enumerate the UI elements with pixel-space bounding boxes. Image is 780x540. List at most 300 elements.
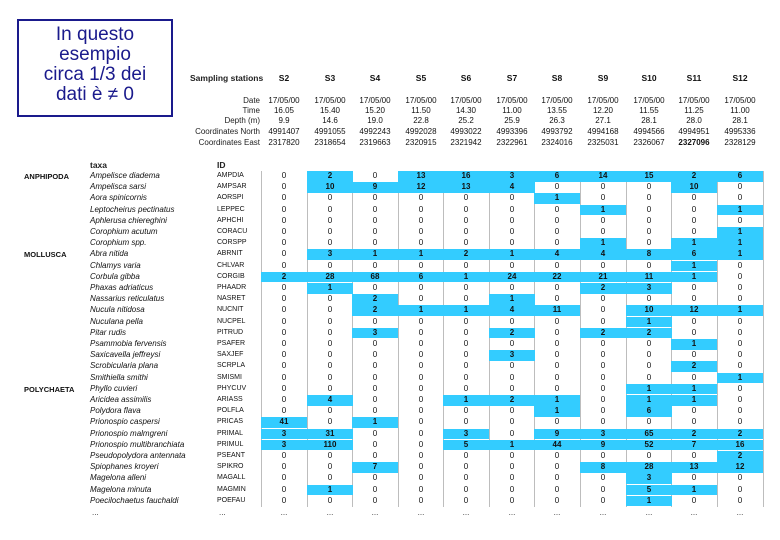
abundance-cell: 0	[372, 260, 378, 270]
abundance-cell: 0	[691, 283, 697, 292]
abundance-cell: 1	[307, 283, 353, 294]
abundance-cell: 12	[671, 305, 717, 316]
taxon-id: PRICAS	[217, 418, 244, 426]
abundance-cell: 9	[580, 440, 626, 451]
taxon-id: CORSPP	[217, 239, 247, 247]
abundance-cell: 0	[281, 283, 287, 292]
taxon-id: CORACU	[217, 228, 248, 235]
abundance-cell: 0	[463, 339, 469, 348]
abundance-cell: 0	[600, 227, 606, 236]
abundance-cell: 1	[534, 395, 580, 406]
abundance-cell: 0	[737, 339, 743, 348]
abundance-cell: 0	[691, 350, 697, 360]
abundance-cell: 0	[509, 383, 515, 393]
annotation-line: dati è ≠ 0	[55, 84, 135, 105]
abundance-cell: 2	[580, 283, 626, 294]
abundance-cell: 0	[600, 316, 606, 326]
abundance-cell: 2	[717, 451, 763, 462]
abundance-cell: 13	[443, 182, 489, 193]
abundance-cell: 0	[418, 451, 424, 460]
abundance-cell: 3	[489, 350, 535, 361]
abundance-cell: 65	[626, 429, 672, 440]
abundance-cell: 2	[352, 305, 398, 316]
abundance-cell: 0	[600, 484, 606, 494]
taxon-name: Leptocheirus pectinatus	[90, 204, 175, 214]
annotation-line: circa 1/3 dei	[43, 64, 147, 85]
taxon-id: NUCPEL	[217, 317, 246, 325]
abundance-cell: 1	[671, 339, 717, 350]
taxon-name: Smithiella smithi	[90, 372, 148, 382]
abundance-cell: 0	[281, 260, 287, 270]
abundance-cell: 0	[418, 204, 424, 214]
abundance-cell: 0	[463, 462, 469, 472]
abundance-cell: 0	[509, 473, 515, 483]
header-value: 17/05/00	[587, 96, 619, 105]
abundance-cell: 0	[327, 383, 333, 393]
abundance-cell: 0	[327, 215, 333, 225]
abundance-cell: 1	[717, 205, 763, 216]
abundance-cell: 0	[737, 495, 743, 505]
abundance-cell: 0	[327, 316, 333, 326]
abundance-cell: 1	[307, 485, 353, 496]
abundance-cell: 1	[580, 205, 626, 216]
station-name: S11	[686, 73, 702, 83]
abundance-cell: 31	[307, 429, 353, 440]
abundance-cell: 0	[737, 294, 743, 304]
station-name: S3	[324, 73, 336, 83]
abundance-cell: 0	[281, 182, 287, 192]
abundance-cell: 0	[691, 316, 697, 326]
abundance-cell: 0	[554, 283, 560, 292]
abundance-cell: 0	[372, 283, 378, 292]
abundance-cell: 21	[580, 272, 626, 283]
abundance-cell: 0	[646, 238, 652, 248]
abundance-cell: 0	[463, 327, 469, 337]
abundance-cell: 0	[646, 372, 652, 382]
header-value: 4991407	[268, 127, 300, 136]
abundance-cell: 0	[737, 383, 743, 393]
abundance-cell: 1	[671, 395, 717, 406]
taxon-group-label: POLYCHAETA	[24, 384, 75, 394]
taxon-id: NUCNIT	[217, 306, 244, 314]
abundance-cell: 0	[281, 316, 287, 326]
abundance-cell: 6	[626, 406, 672, 417]
abundance-cell: 0	[509, 227, 515, 236]
abundance-cell: 0	[418, 417, 424, 427]
abundance-cell: 0	[646, 215, 652, 225]
abundance-cell: 0	[327, 462, 333, 472]
header-value: 13.55	[546, 106, 568, 115]
abundance-cell: 0	[418, 339, 424, 348]
abundance-cell: 3	[580, 429, 626, 440]
abundance-cell: 12	[398, 182, 444, 193]
taxon-name: Ampelisce diadema	[90, 171, 160, 180]
abundance-cell: 0	[737, 316, 743, 326]
abundance-cell: 0	[418, 215, 424, 225]
abundance-cell: 0	[327, 204, 333, 214]
header-value: 28.1	[732, 116, 748, 125]
abundance-cell: 0	[463, 227, 469, 236]
taxon-id: AMPDIA	[217, 172, 244, 179]
abundance-cell: 0	[600, 451, 606, 460]
taxon-name: Corophium spp.	[90, 238, 147, 248]
header-value: 11.00	[730, 106, 750, 115]
taxon-id: AMPSAR	[217, 183, 247, 191]
ellipsis-cell: ...	[690, 508, 698, 517]
header-row-label: Coordinates East	[198, 138, 260, 147]
taxon-name: Prionospio multibranchiata	[90, 439, 185, 449]
abundance-cell: 0	[327, 327, 333, 337]
abundance-cell: 0	[372, 193, 378, 203]
abundance-cell: 0	[418, 395, 424, 404]
abundance-cell: 0	[463, 495, 469, 505]
taxon-name: Pseudopolydora antennata	[90, 451, 186, 460]
abundance-cell: 0	[600, 473, 606, 483]
abundance-cell: 0	[372, 171, 378, 180]
station-name: S10	[641, 73, 657, 83]
abundance-cell: 0	[554, 339, 560, 348]
abundance-cell: 0	[418, 294, 424, 304]
station-name: S9	[597, 73, 609, 83]
abundance-cell: 1	[717, 249, 763, 260]
abundance-cell: 1	[352, 249, 398, 260]
column-divider	[763, 171, 764, 507]
taxon-id: APHCHI	[217, 216, 244, 224]
station-name: S7	[506, 73, 518, 83]
abundance-cell: 2	[489, 328, 535, 339]
abundance-cell: 0	[554, 327, 560, 337]
taxon-name: Spiophanes kroyeri	[90, 462, 159, 472]
ellipsis-cell: ...	[462, 508, 470, 517]
abundance-cell: 0	[646, 417, 652, 427]
taxon-id: POEFAU	[217, 496, 246, 504]
abundance-cell: 0	[600, 260, 606, 270]
ellipsis-taxa: ...	[92, 508, 99, 517]
abundance-cell: 0	[281, 451, 287, 460]
abundance-cell: 0	[554, 227, 560, 236]
abundance-cell: 0	[372, 439, 378, 449]
abundance-cell: 0	[327, 305, 333, 315]
abundance-cell: 0	[646, 451, 652, 460]
abundance-cell: 0	[327, 339, 333, 348]
taxon-name: Poecilochaetus fauchaldi	[90, 495, 179, 505]
header-value: 11.00	[502, 106, 522, 115]
abundance-cell: 0	[281, 238, 287, 248]
abundance-cell: 1	[717, 227, 763, 238]
abundance-cell: 0	[600, 395, 606, 404]
abundance-cell: 0	[327, 238, 333, 248]
abundance-cell: 0	[509, 484, 515, 494]
abundance-cell: 1	[717, 373, 763, 384]
abundance-cell: 5	[443, 440, 489, 451]
header-value: 4993022	[450, 127, 482, 136]
header-value: 4992028	[405, 127, 437, 136]
header-value: 9.9	[278, 116, 290, 125]
abundance-cell: 44	[534, 440, 580, 451]
taxon-id: PHYCUV	[217, 384, 247, 392]
station-name: S2	[278, 73, 290, 83]
abundance-cell: 0	[372, 428, 378, 438]
abundance-cell: 13	[398, 171, 444, 182]
taxon-name: Psammobia fervensis	[90, 339, 167, 348]
abundance-cell: 0	[281, 406, 287, 416]
abundance-cell: 1	[534, 406, 580, 417]
taxon-name: Chlamys varia	[90, 260, 141, 270]
abundance-cell: 0	[463, 260, 469, 270]
abundance-cell: 0	[646, 361, 652, 371]
abundance-cell: 0	[463, 372, 469, 382]
header-value: 25.2	[458, 116, 474, 125]
ellipsis-cell: ...	[599, 508, 607, 517]
abundance-cell: 0	[418, 227, 424, 236]
header-value: 2326067	[633, 138, 665, 147]
abundance-cell: 0	[737, 484, 743, 494]
abundance-cell: 0	[281, 462, 287, 472]
abundance-cell: 0	[554, 260, 560, 270]
abundance-cell: 0	[737, 215, 743, 225]
taxon-name: Nuculana pella	[90, 316, 143, 326]
abundance-cell: 0	[372, 361, 378, 371]
abundance-cell: 3	[261, 429, 307, 440]
abundance-cell: 0	[418, 473, 424, 483]
abundance-cell: 12	[717, 462, 763, 473]
abundance-cell: 0	[281, 395, 287, 404]
abundance-cell: 0	[327, 417, 333, 427]
header-value: 2324016	[541, 138, 573, 147]
taxon-id: PHAADR	[217, 284, 247, 291]
abundance-cell: 1	[671, 384, 717, 395]
abundance-cell: 0	[463, 215, 469, 225]
abundance-cell: 0	[554, 294, 560, 304]
abundance-cell: 2	[671, 429, 717, 440]
abundance-cell: 0	[646, 227, 652, 236]
abundance-cell: 0	[418, 383, 424, 393]
header-row-label: Depth (m)	[224, 116, 260, 125]
abundance-cell: 0	[554, 473, 560, 483]
header-value: 4994168	[587, 127, 619, 136]
abundance-cell: 0	[509, 451, 515, 460]
taxon-name: Corbula gibba	[90, 271, 140, 281]
abundance-cell: 0	[281, 227, 287, 236]
abundance-cell: 0	[372, 383, 378, 393]
header-value: 11.50	[411, 106, 431, 115]
abundance-cell: 8	[580, 462, 626, 473]
abundance-cell: 41	[261, 417, 307, 428]
abundance-cell: 0	[327, 406, 333, 416]
abundance-cell: 3	[489, 171, 535, 182]
header-value: 17/05/00	[633, 96, 665, 105]
abundance-cell: 0	[463, 283, 469, 292]
abundance-cell: 2	[717, 429, 763, 440]
ellipsis-cell: ...	[508, 508, 516, 517]
abundance-cell: 4	[307, 395, 353, 406]
abundance-cell: 1	[398, 249, 444, 260]
abundance-cell: 9	[352, 182, 398, 193]
abundance-cell: 0	[691, 451, 697, 460]
header-value: 17/05/00	[450, 96, 482, 105]
abundance-cell: 0	[737, 395, 743, 404]
abundance-cell: 6	[717, 171, 763, 182]
abundance-cell: 0	[737, 193, 743, 203]
abundance-cell: 0	[418, 238, 424, 248]
abundance-cell: 3	[626, 473, 672, 484]
header-row-label: Coordinates North	[195, 127, 260, 136]
abundance-cell: 0	[327, 350, 333, 360]
abundance-cell: 0	[646, 350, 652, 360]
abundance-cell: 0	[554, 383, 560, 393]
header-value: 28.1	[641, 116, 657, 125]
abundance-cell: 0	[509, 204, 515, 214]
header-value: 4993792	[541, 127, 573, 136]
taxon-name: Polydora flava	[90, 406, 141, 416]
taxon-name: Prionospio malmgreni	[90, 428, 168, 438]
abundance-cell: 2	[307, 171, 353, 182]
abundance-cell: 0	[281, 361, 287, 371]
abundance-cell: 0	[691, 294, 697, 304]
abundance-cell: 22	[534, 272, 580, 283]
abundance-cell: 10	[626, 305, 672, 316]
abundance-cell: 2	[671, 171, 717, 182]
abundance-cell: 2	[261, 272, 307, 283]
abundance-cell: 3	[261, 440, 307, 451]
abundance-cell: 3	[443, 429, 489, 440]
abundance-cell: 0	[372, 372, 378, 382]
abundance-cell: 0	[418, 484, 424, 494]
abundance-cell: 0	[554, 215, 560, 225]
taxon-id: ARIASS	[217, 396, 243, 403]
taxon-id: SAXJEF	[217, 351, 244, 359]
header-value: 2320915	[405, 138, 437, 147]
abundance-cell: 2	[489, 395, 535, 406]
abundance-cell: 0	[600, 406, 606, 416]
abundance-cell: 24	[489, 272, 535, 283]
abundance-cell: 0	[646, 204, 652, 214]
header-value: 22.8	[413, 116, 429, 125]
abundance-cell: 11	[534, 305, 580, 316]
header-value: 11.55	[639, 106, 659, 115]
abundance-cell: 0	[327, 451, 333, 460]
header-value: 28.0	[686, 116, 702, 125]
abundance-cell: 2	[580, 328, 626, 339]
header-value: 17/05/00	[314, 96, 346, 105]
abundance-cell: 1	[626, 317, 672, 328]
abundance-cell: 0	[691, 473, 697, 483]
abundance-cell: 3	[307, 249, 353, 260]
header-value: 4992243	[359, 127, 391, 136]
abundance-cell: 0	[737, 473, 743, 483]
abundance-cell: 1	[626, 395, 672, 406]
abundance-cell: 0	[691, 417, 697, 427]
abundance-cell: 0	[600, 182, 606, 192]
taxon-name: Magelona minuta	[90, 484, 152, 494]
abundance-cell: 7	[352, 462, 398, 473]
abundance-cell: 0	[463, 417, 469, 427]
abundance-cell: 15	[626, 171, 672, 182]
abundance-cell: 0	[600, 495, 606, 505]
abundance-cell: 0	[509, 283, 515, 292]
abundance-cell: 0	[372, 473, 378, 483]
header-value: 2325031	[587, 138, 619, 147]
abundance-cell: 1	[671, 261, 717, 272]
abundance-cell: 1	[671, 238, 717, 249]
taxon-name: Aphlerusa chiereghini	[90, 215, 167, 225]
abundance-cell: 1	[626, 384, 672, 395]
header-value: 26.3	[549, 116, 565, 125]
abundance-cell: 0	[372, 316, 378, 326]
header-value: 16.05	[273, 106, 295, 115]
abundance-cell: 0	[509, 428, 515, 438]
abundance-cell: 1	[443, 305, 489, 316]
abundance-cell: 0	[509, 193, 515, 203]
abundance-cell: 1	[489, 440, 535, 451]
taxon-name: Nucula nitidosa	[90, 305, 145, 315]
taxon-id: SMISMI	[217, 373, 242, 381]
header-value: 2321942	[450, 138, 482, 147]
abundance-cell: 1	[489, 249, 535, 260]
header-value: 17/05/00	[359, 96, 391, 105]
abundance-cell: 0	[327, 193, 333, 203]
abundance-cell: 0	[509, 339, 515, 348]
abundance-cell: 8	[626, 249, 672, 260]
abundance-cell: 4	[580, 249, 626, 260]
abundance-cell: 0	[737, 406, 743, 416]
abundance-cell: 0	[327, 372, 333, 382]
abundance-cell: 1	[671, 485, 717, 496]
abundance-cell: 0	[509, 361, 515, 371]
abundance-cell: 0	[600, 339, 606, 348]
abundance-cell: 6	[534, 171, 580, 182]
abundance-cell: 68	[352, 272, 398, 283]
abundance-cell: 10	[671, 182, 717, 193]
abundance-cell: 0	[554, 316, 560, 326]
sampling-stations-label: Sampling stations	[190, 73, 264, 83]
abundance-cell: 28	[626, 462, 672, 473]
abundance-cell: 0	[691, 204, 697, 214]
abundance-cell: 0	[463, 294, 469, 304]
annotation-box	[17, 19, 173, 117]
taxon-id: AORSPI	[217, 194, 244, 202]
abundance-cell: 0	[418, 406, 424, 416]
header-value: 17/05/00	[268, 96, 300, 105]
abundance-cell: 1	[717, 238, 763, 249]
header-value: 17/05/00	[678, 96, 710, 105]
abundance-cell: 0	[600, 193, 606, 203]
abundance-cell: 5	[626, 485, 672, 496]
abundance-cell: 0	[327, 227, 333, 236]
taxon-name: Abra nitida	[90, 249, 129, 259]
abundance-cell: 0	[554, 495, 560, 505]
taxon-name: Pitar rudis	[90, 327, 127, 337]
header-value: 4994951	[678, 127, 710, 136]
abundance-cell: 0	[418, 316, 424, 326]
abundance-cell: 0	[372, 495, 378, 505]
abundance-cell: 0	[646, 182, 652, 192]
abundance-cell: 0	[463, 238, 469, 248]
abundance-cell: 14	[580, 171, 626, 182]
taxon-name: Corophium acutum	[90, 227, 158, 236]
abundance-cell: 0	[372, 215, 378, 225]
abundance-cell: 0	[691, 227, 697, 236]
abundance-cell: 11	[626, 272, 672, 283]
header-value: 4995336	[724, 127, 756, 136]
header-value: 2328129	[724, 138, 756, 147]
abundance-cell: 0	[463, 193, 469, 203]
abundance-cell: 0	[463, 406, 469, 416]
taxon-name: Ampelisca sarsi	[90, 182, 147, 192]
abundance-cell: 0	[463, 204, 469, 214]
abundance-cell: 0	[372, 395, 378, 404]
abundance-cell: 1	[443, 395, 489, 406]
